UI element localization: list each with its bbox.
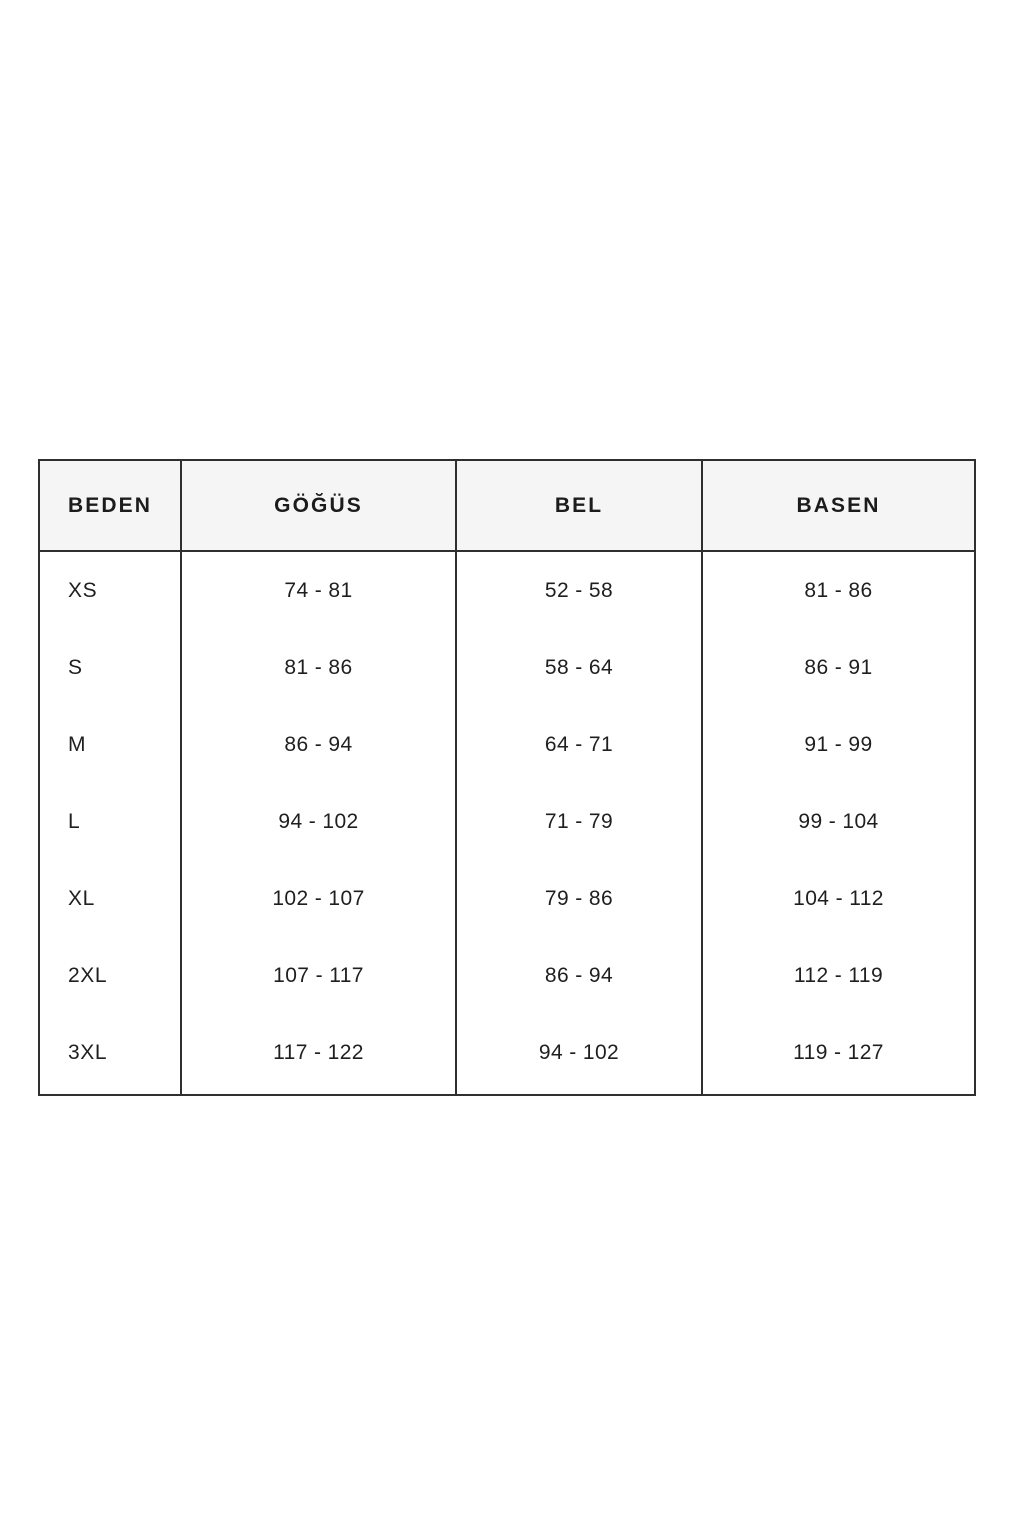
column-header-gogus: GÖĞÜS [181, 460, 456, 551]
cell-gogus: 94 - 102 [181, 783, 456, 860]
cell-beden: XL [39, 860, 181, 937]
table-row [39, 860, 975, 937]
cell-bel: 71 - 79 [456, 783, 702, 860]
column-header-bel: BEL [456, 460, 702, 551]
cell-bel: 52 - 58 [456, 551, 702, 629]
cell-basen: 112 - 119 [793, 964, 884, 987]
cell-gogus: 102 - 107 [181, 860, 456, 937]
cell-beden: 2XL [39, 937, 181, 1014]
cell-basen: 81 - 86 [804, 579, 873, 602]
table-row [39, 783, 975, 860]
table-row [39, 629, 975, 706]
cell-beden: S [39, 629, 181, 706]
cell-basen: 86 - 91 [804, 656, 873, 679]
cell-basen: 99 - 104 [798, 810, 879, 833]
table-row [39, 937, 975, 1014]
table-row [39, 706, 975, 783]
table-body [39, 551, 975, 1095]
cell-gogus: 74 - 81 [181, 551, 456, 629]
cell-basen: 119 - 127 [793, 1041, 884, 1064]
cell-bel: 58 - 64 [456, 629, 702, 706]
cell-bel: 86 - 94 [456, 937, 702, 1014]
table-header [39, 460, 975, 551]
size-chart-table [38, 459, 976, 1096]
column-header-basen: BASEN [702, 460, 975, 551]
column-header-beden: BEDEN [39, 460, 181, 551]
cell-basen: 104 - 112 [793, 887, 884, 910]
cell-beden: L [39, 783, 181, 860]
cell-bel: 64 - 71 [456, 706, 702, 783]
table-row [39, 1014, 975, 1095]
table-header-row [39, 460, 975, 551]
cell-bel: 94 - 102 [456, 1014, 702, 1095]
cell-gogus: 107 - 117 [181, 937, 456, 1014]
cell-beden: M [39, 706, 181, 783]
cell-gogus: 86 - 94 [181, 706, 456, 783]
cell-beden: 3XL [39, 1014, 181, 1095]
size-chart-container [38, 459, 974, 1096]
cell-bel: 79 - 86 [456, 860, 702, 937]
cell-gogus: 117 - 122 [181, 1014, 456, 1095]
table-row [39, 551, 975, 629]
cell-gogus: 81 - 86 [181, 629, 456, 706]
cell-beden: XS [39, 551, 181, 629]
cell-basen: 91 - 99 [804, 733, 873, 756]
